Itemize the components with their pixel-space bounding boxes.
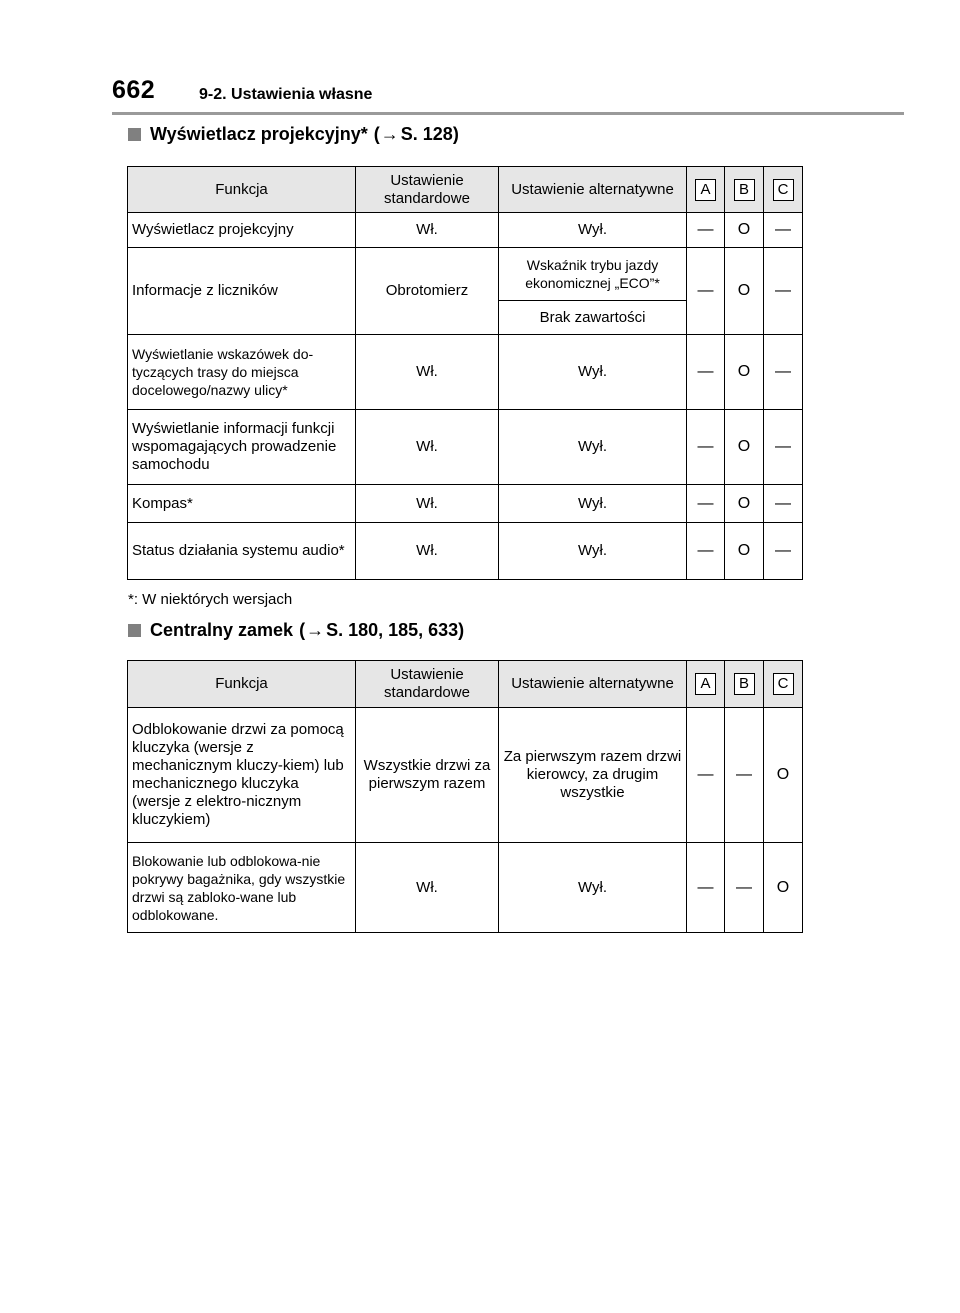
header-a [687,167,725,213]
label-b-icon: B [734,179,755,201]
cell-function: Wyświetlacz projekcyjny [128,213,356,248]
table-header-row [128,661,803,708]
ref-open: ( [299,620,306,640]
cell-default: Wł. [356,335,499,410]
cell-a: — [687,410,725,485]
cell-alternative-2: Brak zawartości [499,301,687,335]
table-row [128,410,803,485]
cell-c: — [764,485,803,523]
cell-default: Obrotomierz [356,248,499,335]
arrow-icon: → [380,124,399,144]
cell-function: Blokowanie lub odblokowa-nie pokrywy bagażnika, gdy wszystkie drzwi są zabloko-wane lub odblokowane. [128,843,356,933]
table-row [128,523,803,580]
cell-function: Informacje z liczników [128,248,356,335]
label-b-icon: B [734,673,755,695]
cell-b: O [725,248,764,335]
cell-b: O [725,485,764,523]
cell-b: O [725,410,764,485]
page-reference[interactable]: S. 180, 185, 633) [326,620,465,640]
section-title: Wyświetlacz projekcyjny* [150,124,368,144]
cell-alternative: Wył. [499,335,687,410]
header-alternative: Ustawienie alternatywne [499,167,687,213]
header-alternative: Ustawienie alternatywne [499,661,687,708]
header-rule [112,112,904,115]
cell-b: O [725,335,764,410]
bullet-square-icon [128,624,141,637]
page-number: 662 [112,76,156,104]
cell-alternative: Wył. [499,843,687,933]
header-c [764,167,803,213]
cell-b: O [725,523,764,580]
label-a-icon: A [695,179,716,201]
label-c-icon: C [773,179,794,201]
cell-default: Wszystkie drzwi za pierwszym razem [356,708,499,843]
cell-default: Wł. [356,213,499,248]
table-row [128,335,803,410]
settings-table-head-up-display [127,166,803,580]
header-function: Funkcja [128,661,356,708]
cell-default: Wł. [356,523,499,580]
cell-alternative: Wskaźnik trybu jazdy ekonomicznej „ECO”* [499,248,687,301]
section-title: Centralny zamek [150,620,294,640]
section-heading-central-locking [128,620,464,641]
cell-b: — [725,843,764,933]
cell-a: — [687,335,725,410]
table-row [128,248,803,301]
cell-c: — [764,248,803,335]
footnote: *: W niektórych wersjach [128,591,293,608]
ref-open: ( [373,124,380,144]
cell-c: — [764,335,803,410]
cell-c: O [764,708,803,843]
header-b [725,661,764,708]
cell-a: — [687,708,725,843]
cell-alternative: Wył. [499,523,687,580]
chapter-title: 9-2. Ustawienia własne [199,86,373,103]
cell-function: Wyświetlanie informacji funkcji wspomagających prowadzenie samochodu [128,410,356,485]
label-c-icon: C [773,673,794,695]
header-default: Ustawienie standardowe [356,167,499,213]
header-function: Funkcja [128,167,356,213]
table-row [128,485,803,523]
cell-function: Wyświetlanie wskazówek do-tyczących trasy do miejsca docelowego/nazwy ulicy* [128,335,356,410]
cell-a: — [687,523,725,580]
cell-alternative: Za pierwszym razem drzwi kierowcy, za drugim wszystkie [499,708,687,843]
header-default: Ustawienie standardowe [356,661,499,708]
cell-c: — [764,410,803,485]
cell-a: — [687,248,725,335]
cell-a: — [687,213,725,248]
arrow-icon: → [306,620,325,640]
bullet-square-icon [128,128,141,141]
cell-default: Wł. [356,410,499,485]
label-a-icon: A [695,673,716,695]
cell-c: — [764,523,803,580]
cell-alternative: Wył. [499,485,687,523]
header-c [764,661,803,708]
cell-b: — [725,708,764,843]
table-row [128,843,803,933]
page-reference[interactable]: S. 128) [400,124,459,144]
cell-default: Wł. [356,485,499,523]
cell-alternative: Wył. [499,410,687,485]
cell-alternative: Wył. [499,213,687,248]
table-header-row [128,167,803,213]
cell-c: O [764,843,803,933]
cell-function: Odblokowanie drzwi za pomocą kluczyka (wersje z mechanicznym kluczy-kiem) lub mechanicznego kluczyka (wersje z elektro-nicznym kluczykiem) [128,708,356,843]
settings-table-central-locking [127,660,803,933]
header-a [687,661,725,708]
cell-c: — [764,213,803,248]
cell-b: O [725,213,764,248]
cell-default: Wł. [356,843,499,933]
header-b [725,167,764,213]
table-row [128,213,803,248]
cell-function: Status działania systemu audio* [128,523,356,580]
section-heading-head-up-display [128,124,459,145]
cell-a: — [687,843,725,933]
cell-a: — [687,485,725,523]
table-row [128,708,803,843]
cell-function: Kompas* [128,485,356,523]
